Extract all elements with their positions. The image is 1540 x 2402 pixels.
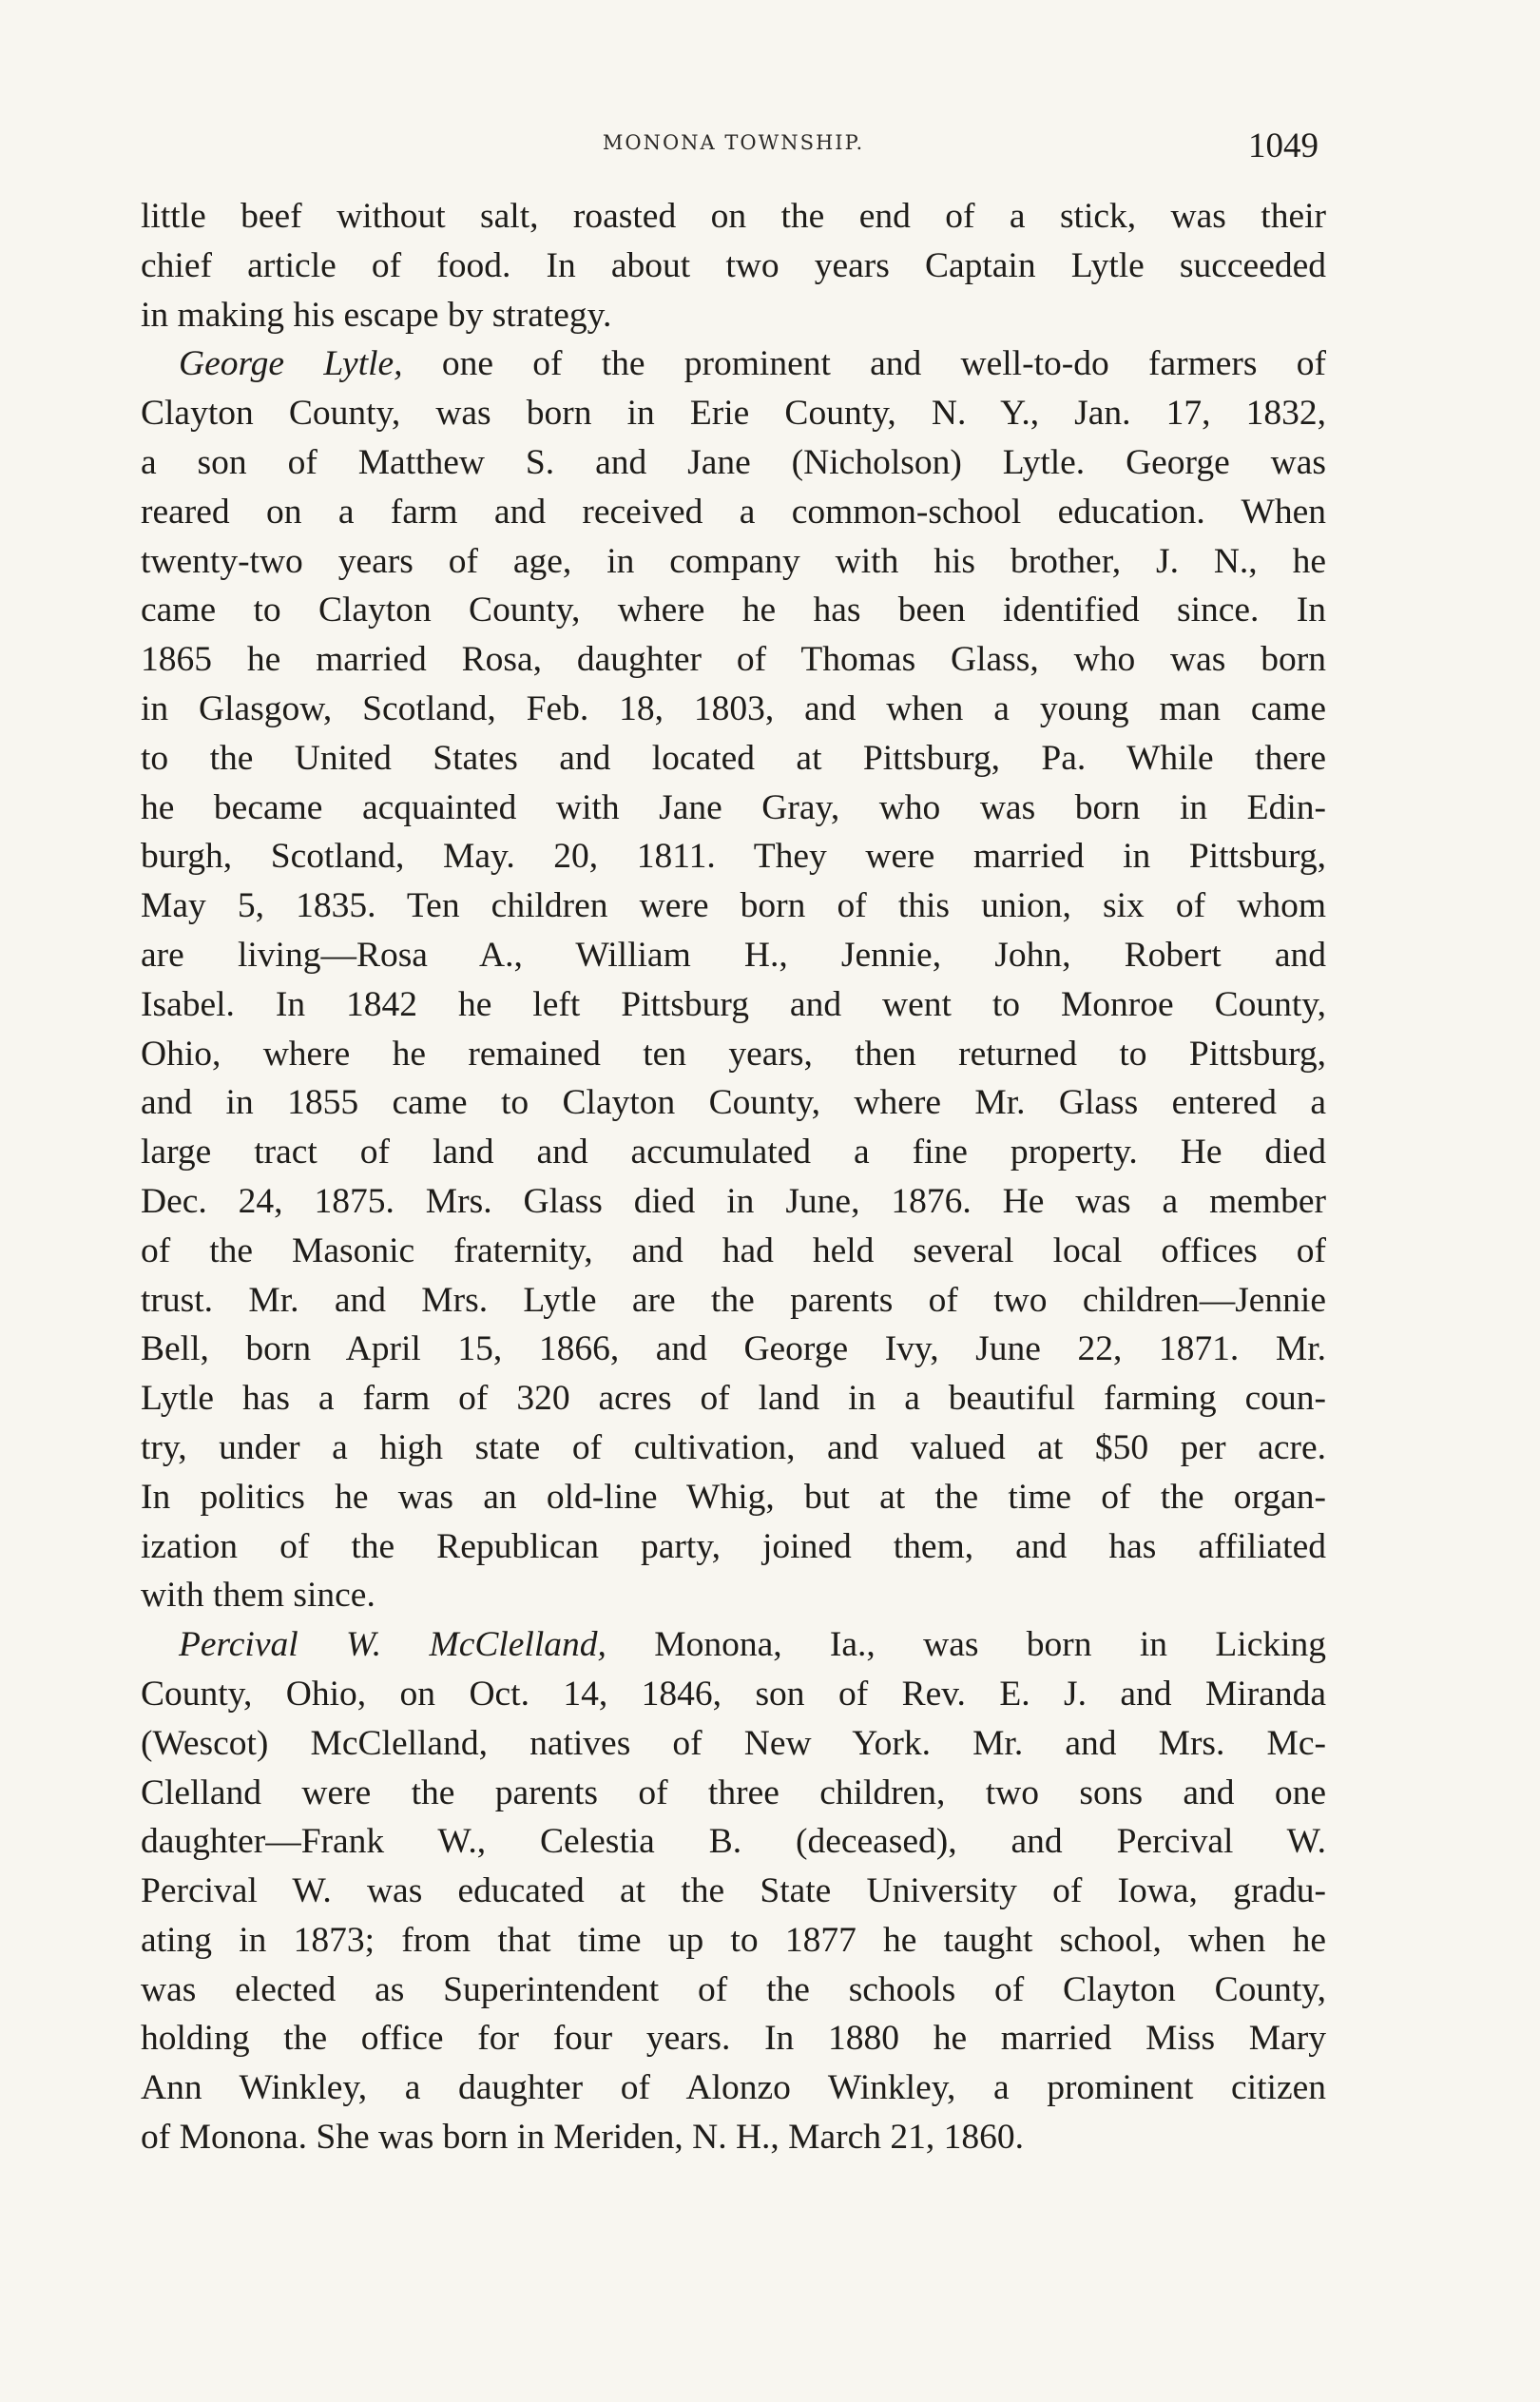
text-line: ization of the Republican party, joined them, and has affiliated <box>141 1526 1326 1566</box>
text-line: burgh, Scotland, May. 20, 1811. They were married in Pittsburg, <box>141 837 1326 877</box>
text-line: trust. Mr. and Mrs. Lytle are the parents of two children—Jennie <box>141 1280 1326 1320</box>
text-line: large tract of land and accumulated a fine property. He died <box>141 1133 1326 1172</box>
text-line: In politics he was an old-line Whig, but at the time of the organ- <box>141 1477 1326 1517</box>
text-line: Clayton County, was born in Erie County, N. Y., Jan. 17, 1832, <box>141 394 1326 434</box>
text-line: of the Masonic fraternity, and had held several local offices of <box>141 1230 1326 1270</box>
text-line: daughter—Frank W., Celestia B. (deceased), and Percival W. <box>141 1822 1326 1862</box>
text-line: Dec. 24, 1875. Mrs. Glass died in June, 1876. He was a member <box>141 1181 1326 1221</box>
paragraph-first-line <box>141 339 1326 389</box>
text-line: reared on a farm and received a common-school education. When <box>141 492 1326 532</box>
biography-name: George Lytle, <box>179 344 403 384</box>
text-line: a son of Matthew S. and Jane (Nicholson) Lytle. George was <box>141 442 1326 482</box>
text-line: Bell, born April 15, 1866, and George Ivy, June 22, 1871. Mr. <box>141 1329 1326 1369</box>
text-line: to the United States and located at Pittsburg, Pa. While there <box>141 738 1326 778</box>
text-line: with them since. <box>141 1576 375 1616</box>
text-line: are living—Rosa A., William H., Jennie, John, Robert and <box>141 935 1326 975</box>
body-text <box>141 192 1326 2162</box>
text-line: try, under a high state of cultivation, and valued at $50 per acre. <box>141 1427 1326 1467</box>
text-line: ating in 1873; from that time up to 1877 he taught school, when he <box>141 1920 1326 1960</box>
text-line: in Glasgow, Scotland, Feb. 18, 1803, and when a young man came <box>141 688 1326 728</box>
text-line: Clelland were the parents of three children, two sons and one <box>141 1772 1326 1812</box>
text-span: Monona, Ia., was born in Licking <box>606 1625 1326 1665</box>
text-line: chief article of food. In about two years Captain Lytle succeeded <box>141 245 1326 285</box>
text-line: twenty-two years of age, in company with his brother, J. N., he <box>141 541 1326 581</box>
text-line: County, Ohio, on Oct. 14, 1846, son of Rev. E. J. and Miranda <box>141 1674 1326 1714</box>
text-line: (Wescot) McClelland, natives of New York. Mr. and Mrs. Mc- <box>141 1723 1326 1763</box>
text-line: Lytle has a farm of 320 acres of land in a beautiful farming coun- <box>141 1379 1326 1419</box>
text-line: came to Clayton County, where he has been identified since. In <box>141 591 1326 630</box>
running-header <box>141 126 1326 183</box>
text-line: of Monona. She was born in Meriden, N. H., March 21, 1860. <box>141 2118 1025 2158</box>
text-line: holding the office for four years. In 1880 he married Miss Mary <box>141 2019 1326 2059</box>
running-title: MONONA TOWNSHIP. <box>602 131 865 154</box>
text-line: 1865 he married Rosa, daughter of Thomas Glass, who was born <box>141 640 1326 680</box>
text-line: Percival W. was educated at the State University of Iowa, gradu- <box>141 1871 1326 1911</box>
text-line: and in 1855 came to Clayton County, where Mr. Glass entered a <box>141 1083 1326 1123</box>
text-line: Isabel. In 1842 he left Pittsburg and went to Monroe County, <box>141 984 1326 1024</box>
text-line: Ohio, where he remained ten years, then returned to Pittsburg, <box>141 1034 1326 1074</box>
text-line: he became acquainted with Jane Gray, who was born in Edin- <box>141 787 1326 827</box>
page-number: 1049 <box>1248 126 1319 165</box>
text-line: was elected as Superintendent of the schools of Clayton County, <box>141 1969 1326 2009</box>
text-line: May 5, 1835. Ten children were born of this union, six of whom <box>141 886 1326 926</box>
text-line: Ann Winkley, a daughter of Alonzo Winkley, a prominent citizen <box>141 2068 1326 2108</box>
text-line: in making his escape by strategy. <box>141 295 612 335</box>
paragraph-first-line <box>141 1620 1326 1670</box>
text-span: one of the prominent and well-to-do farmers of <box>402 344 1326 384</box>
biography-name: Percival W. McClelland, <box>179 1625 606 1665</box>
text-line: little beef without salt, roasted on the end of a stick, was their <box>141 197 1326 236</box>
